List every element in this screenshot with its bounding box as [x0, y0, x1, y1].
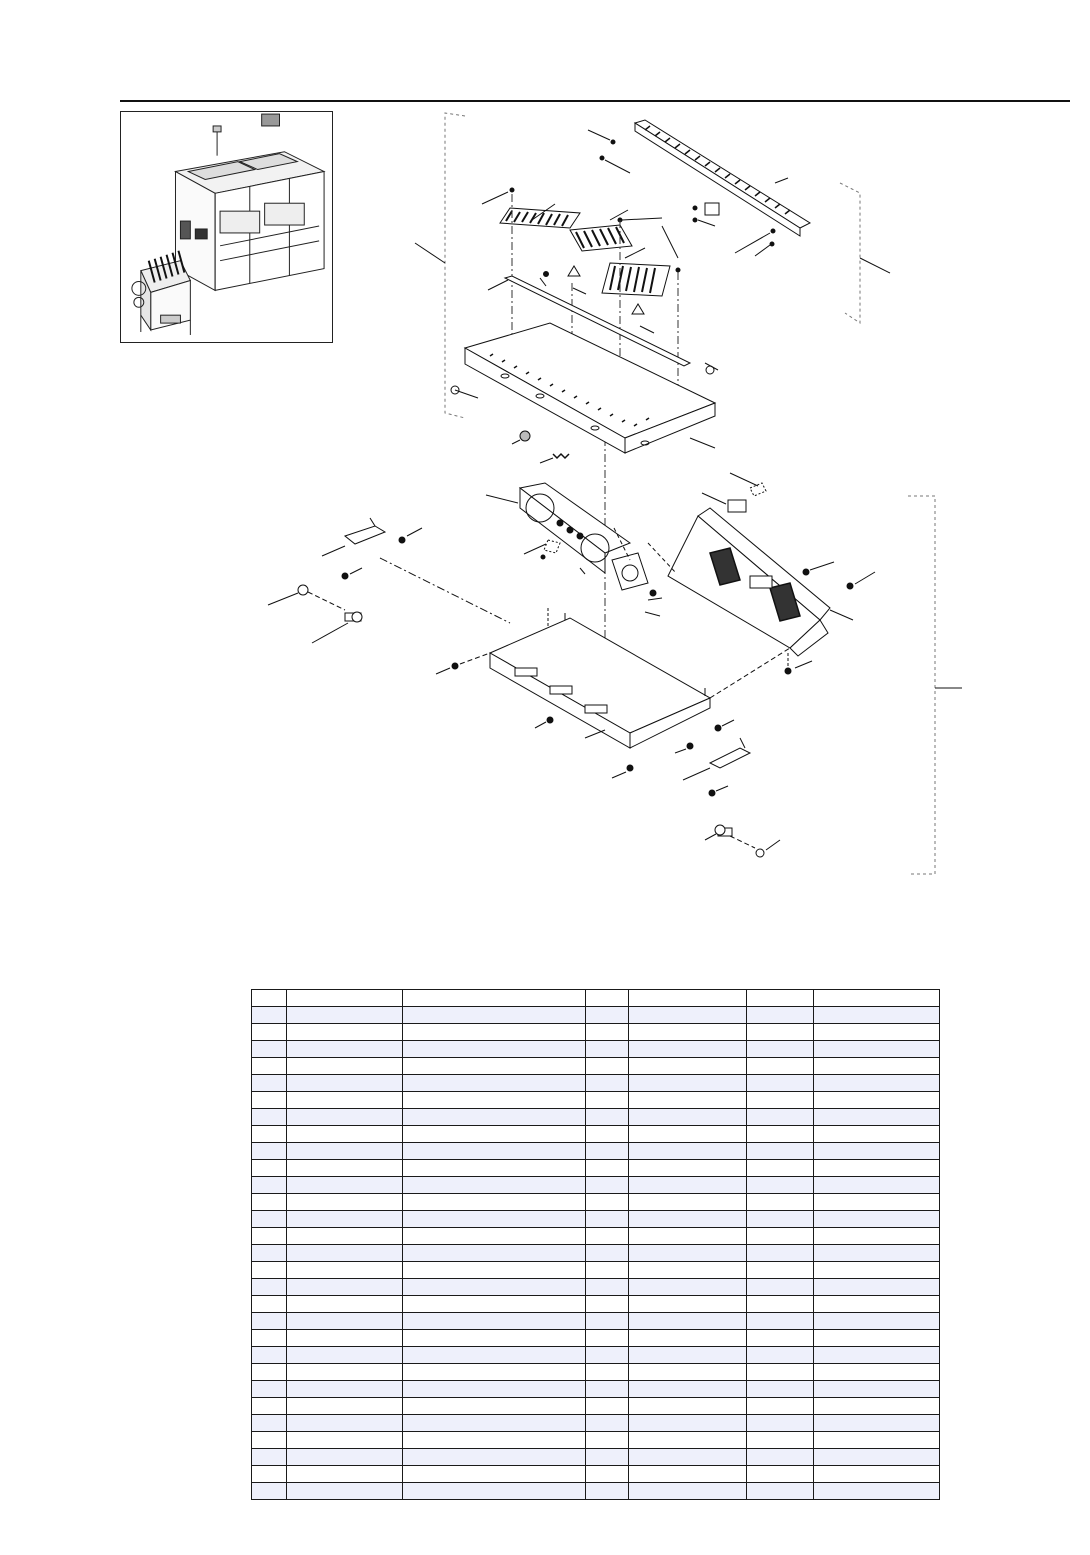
table-cell	[586, 1364, 629, 1381]
table-cell	[586, 1415, 629, 1432]
table-cell	[252, 1177, 287, 1194]
table-cell	[747, 1075, 814, 1092]
table-cell	[403, 1466, 586, 1483]
table-row	[252, 1194, 940, 1211]
table-cell	[287, 1279, 403, 1296]
table-cell	[287, 1296, 403, 1313]
table-cell	[629, 1364, 747, 1381]
table-cell	[252, 1381, 287, 1398]
table-cell	[814, 1160, 940, 1177]
table-cell	[586, 1211, 629, 1228]
side-bracket-right	[710, 738, 750, 768]
sensor-block	[612, 553, 648, 590]
table-cell	[629, 1313, 747, 1330]
table-cell	[747, 1330, 814, 1347]
table-cell	[814, 1449, 940, 1466]
table-cell	[287, 1160, 403, 1177]
table-row	[252, 1483, 940, 1500]
spring	[553, 454, 569, 458]
table-cell	[252, 1211, 287, 1228]
table-cell	[814, 1109, 940, 1126]
table-cell	[586, 1126, 629, 1143]
table-cell	[747, 1415, 814, 1432]
exploded-assembly-diagram	[250, 108, 970, 883]
header-rule	[120, 100, 1070, 102]
table-cell	[747, 1347, 814, 1364]
table-cell	[252, 1075, 287, 1092]
table-cell	[252, 1143, 287, 1160]
table-cell	[747, 1211, 814, 1228]
table-cell	[814, 1143, 940, 1160]
table-cell	[814, 1177, 940, 1194]
table-row	[252, 1177, 940, 1194]
table-cell	[287, 1466, 403, 1483]
table-cell	[287, 1415, 403, 1432]
table-cell	[629, 1228, 747, 1245]
table-cell	[629, 1466, 747, 1483]
table-cell	[252, 1262, 287, 1279]
table-cell	[747, 1364, 814, 1381]
table-cell	[252, 1347, 287, 1364]
table-cell	[403, 1194, 586, 1211]
table-cell	[814, 1092, 940, 1109]
table-cell	[252, 1398, 287, 1415]
table-cell	[252, 990, 287, 1007]
table-cell	[403, 1143, 586, 1160]
table-cell	[747, 1126, 814, 1143]
table-cell	[629, 1160, 747, 1177]
table-cell	[586, 1398, 629, 1415]
table-cell	[629, 1041, 747, 1058]
table-cell	[629, 1262, 747, 1279]
table-cell	[629, 1432, 747, 1449]
table-cell	[287, 1007, 403, 1024]
table-cell	[287, 1211, 403, 1228]
table-cell	[814, 1415, 940, 1432]
table-cell	[403, 1432, 586, 1449]
table-cell	[403, 1211, 586, 1228]
parts-list-table	[251, 989, 940, 1500]
table-cell	[747, 1466, 814, 1483]
table-cell	[252, 1483, 287, 1500]
table-cell	[403, 1483, 586, 1500]
table-cell	[252, 1279, 287, 1296]
table-cell	[629, 990, 747, 1007]
table-cell	[403, 1398, 586, 1415]
group-bracket-rail	[840, 183, 860, 323]
table-cell	[814, 1262, 940, 1279]
table-cell	[814, 1228, 940, 1245]
table-cell	[287, 1126, 403, 1143]
table-cell	[586, 1092, 629, 1109]
table-cell	[403, 1296, 586, 1313]
table-cell	[629, 1381, 747, 1398]
table-cell	[252, 1330, 287, 1347]
table-cell	[814, 990, 940, 1007]
table-cell	[814, 1296, 940, 1313]
table-cell	[629, 1330, 747, 1347]
table-cell	[814, 1279, 940, 1296]
table-cell	[287, 1075, 403, 1092]
table-cell	[586, 1024, 629, 1041]
table-cell	[403, 1058, 586, 1075]
table-cell	[586, 1432, 629, 1449]
table-row	[252, 1449, 940, 1466]
table-row	[252, 1398, 940, 1415]
table-row	[252, 1007, 940, 1024]
table-cell	[403, 1007, 586, 1024]
table-cell	[287, 1330, 403, 1347]
table-cell	[252, 1415, 287, 1432]
table-cell	[629, 1211, 747, 1228]
table-cell	[629, 1296, 747, 1313]
table-cell	[629, 1143, 747, 1160]
table-cell	[586, 1381, 629, 1398]
table-row	[252, 1109, 940, 1126]
table-cell	[586, 1313, 629, 1330]
table-cell	[403, 1075, 586, 1092]
shoulder-bolt-left	[345, 612, 362, 622]
table-cell	[629, 1126, 747, 1143]
table-row	[252, 1245, 940, 1262]
table-row	[252, 1432, 940, 1449]
table-cell	[403, 1177, 586, 1194]
table-cell	[586, 1262, 629, 1279]
table-cell	[629, 1415, 747, 1432]
table-cell	[252, 1364, 287, 1381]
table-cell	[403, 1126, 586, 1143]
table-cell	[403, 1024, 586, 1041]
table-cell	[252, 1194, 287, 1211]
table-cell	[252, 1092, 287, 1109]
table-cell	[814, 1381, 940, 1398]
table-cell	[814, 1041, 940, 1058]
table-cell	[747, 1313, 814, 1330]
table-cell	[747, 1143, 814, 1160]
table-cell	[252, 1160, 287, 1177]
table-cell	[403, 1228, 586, 1245]
table-row	[252, 1058, 940, 1075]
table-cell	[403, 1330, 586, 1347]
table-cell	[629, 1092, 747, 1109]
table-row	[252, 1347, 940, 1364]
table-cell	[287, 1262, 403, 1279]
table-cell	[586, 1194, 629, 1211]
table-cell	[629, 1024, 747, 1041]
table-cell	[629, 1449, 747, 1466]
table-cell	[814, 1245, 940, 1262]
table-cell	[747, 1483, 814, 1500]
table-cell	[586, 1041, 629, 1058]
table-row	[252, 1279, 940, 1296]
table-cell	[252, 1296, 287, 1313]
lower-frame	[490, 613, 710, 748]
table-cell	[403, 990, 586, 1007]
table-cell	[586, 1228, 629, 1245]
table-cell	[403, 1092, 586, 1109]
table-cell	[586, 1449, 629, 1466]
table-cell	[586, 1483, 629, 1500]
table-cell	[287, 1245, 403, 1262]
table-cell	[586, 1296, 629, 1313]
table-cell	[252, 1432, 287, 1449]
table-cell	[287, 1194, 403, 1211]
group-bracket-lower	[908, 496, 935, 874]
table-cell	[287, 1449, 403, 1466]
table-row	[252, 1143, 940, 1160]
table-cell	[629, 1347, 747, 1364]
table-cell	[814, 1364, 940, 1381]
table-cell	[287, 1058, 403, 1075]
table-cell	[287, 1177, 403, 1194]
table-cell	[586, 1177, 629, 1194]
table-cell	[629, 1194, 747, 1211]
table-cell	[252, 1245, 287, 1262]
table-row	[252, 1415, 940, 1432]
table-cell	[747, 1109, 814, 1126]
table-cell	[747, 1160, 814, 1177]
parts-table-body	[252, 990, 940, 1500]
table-row	[252, 1041, 940, 1058]
table-cell	[287, 1092, 403, 1109]
table-cell	[586, 1347, 629, 1364]
table-cell	[747, 1245, 814, 1262]
table-cell	[747, 1432, 814, 1449]
table-cell	[586, 1007, 629, 1024]
table-cell	[629, 1398, 747, 1415]
table-cell	[287, 1381, 403, 1398]
table-cell	[814, 1024, 940, 1041]
table-cell	[403, 1364, 586, 1381]
table-cell	[586, 1245, 629, 1262]
table-row	[252, 1381, 940, 1398]
table-row	[252, 1313, 940, 1330]
table-row	[252, 1075, 940, 1092]
table-row	[252, 1262, 940, 1279]
table-cell	[252, 1058, 287, 1075]
side-bracket-left	[345, 518, 385, 544]
table-cell	[814, 1007, 940, 1024]
table-cell	[586, 1058, 629, 1075]
table-cell	[403, 1449, 586, 1466]
table-cell	[814, 1466, 940, 1483]
table-cell	[814, 1483, 940, 1500]
table-cell	[403, 1347, 586, 1364]
table-cell	[252, 1126, 287, 1143]
table-cell	[403, 1041, 586, 1058]
slotted-rail	[635, 120, 810, 236]
table-cell	[747, 1194, 814, 1211]
table-cell	[814, 1330, 940, 1347]
table-cell	[747, 1007, 814, 1024]
table-cell	[287, 1024, 403, 1041]
table-cell	[287, 1041, 403, 1058]
table-row	[252, 1211, 940, 1228]
table-cell	[287, 1143, 403, 1160]
cover-plate	[668, 508, 830, 656]
table-cell	[747, 1228, 814, 1245]
table-cell	[814, 1211, 940, 1228]
table-cell	[629, 1075, 747, 1092]
table-cell	[747, 1177, 814, 1194]
table-cell	[287, 1347, 403, 1364]
table-cell	[403, 1415, 586, 1432]
table-cell	[586, 1143, 629, 1160]
table-cell	[747, 1296, 814, 1313]
table-cell	[814, 1432, 940, 1449]
group-bracket-upper	[445, 113, 465, 418]
table-cell	[814, 1194, 940, 1211]
table-cell	[252, 1313, 287, 1330]
table-cell	[814, 1126, 940, 1143]
table-cell	[252, 1466, 287, 1483]
table-row	[252, 990, 940, 1007]
table-cell	[252, 1449, 287, 1466]
table-cell	[287, 990, 403, 1007]
comb-block-2	[570, 225, 632, 251]
table-cell	[629, 1279, 747, 1296]
table-row	[252, 1024, 940, 1041]
table-cell	[629, 1109, 747, 1126]
table-cell	[586, 990, 629, 1007]
table-cell	[586, 1330, 629, 1347]
table-cell	[287, 1228, 403, 1245]
table-cell	[403, 1262, 586, 1279]
table-cell	[629, 1007, 747, 1024]
table-cell	[403, 1279, 586, 1296]
table-cell	[747, 1381, 814, 1398]
table-cell	[747, 1092, 814, 1109]
table-cell	[586, 1279, 629, 1296]
table-row	[252, 1126, 940, 1143]
comb-block-3	[602, 263, 670, 296]
table-cell	[586, 1075, 629, 1092]
table-row	[252, 1160, 940, 1177]
table-cell	[629, 1177, 747, 1194]
table-cell	[814, 1075, 940, 1092]
table-cell	[586, 1160, 629, 1177]
table-cell	[586, 1466, 629, 1483]
table-cell	[252, 1024, 287, 1041]
table-cell	[747, 1024, 814, 1041]
table-row	[252, 1092, 940, 1109]
table-cell	[747, 1041, 814, 1058]
table-cell	[629, 1483, 747, 1500]
table-cell	[252, 1041, 287, 1058]
table-cell	[747, 990, 814, 1007]
table-cell	[403, 1160, 586, 1177]
table-cell	[629, 1245, 747, 1262]
table-cell	[252, 1007, 287, 1024]
table-row	[252, 1228, 940, 1245]
table-cell	[747, 1279, 814, 1296]
table-row	[252, 1296, 940, 1313]
table-cell	[403, 1109, 586, 1126]
table-cell	[814, 1398, 940, 1415]
table-cell	[252, 1228, 287, 1245]
table-cell	[403, 1313, 586, 1330]
table-cell	[814, 1347, 940, 1364]
table-cell	[814, 1313, 940, 1330]
table-cell	[747, 1262, 814, 1279]
table-cell	[252, 1109, 287, 1126]
table-row	[252, 1466, 940, 1483]
table-cell	[814, 1058, 940, 1075]
table-cell	[287, 1398, 403, 1415]
table-cell	[586, 1109, 629, 1126]
table-cell	[747, 1449, 814, 1466]
table-cell	[287, 1109, 403, 1126]
table-cell	[287, 1432, 403, 1449]
shoulder-bolt-right	[715, 825, 732, 836]
table-row	[252, 1364, 940, 1381]
table-cell	[287, 1483, 403, 1500]
table-cell	[403, 1381, 586, 1398]
table-cell	[747, 1058, 814, 1075]
table-cell	[287, 1313, 403, 1330]
table-cell	[287, 1364, 403, 1381]
table-cell	[629, 1058, 747, 1075]
table-cell	[403, 1245, 586, 1262]
table-row	[252, 1330, 940, 1347]
table-cell	[747, 1398, 814, 1415]
